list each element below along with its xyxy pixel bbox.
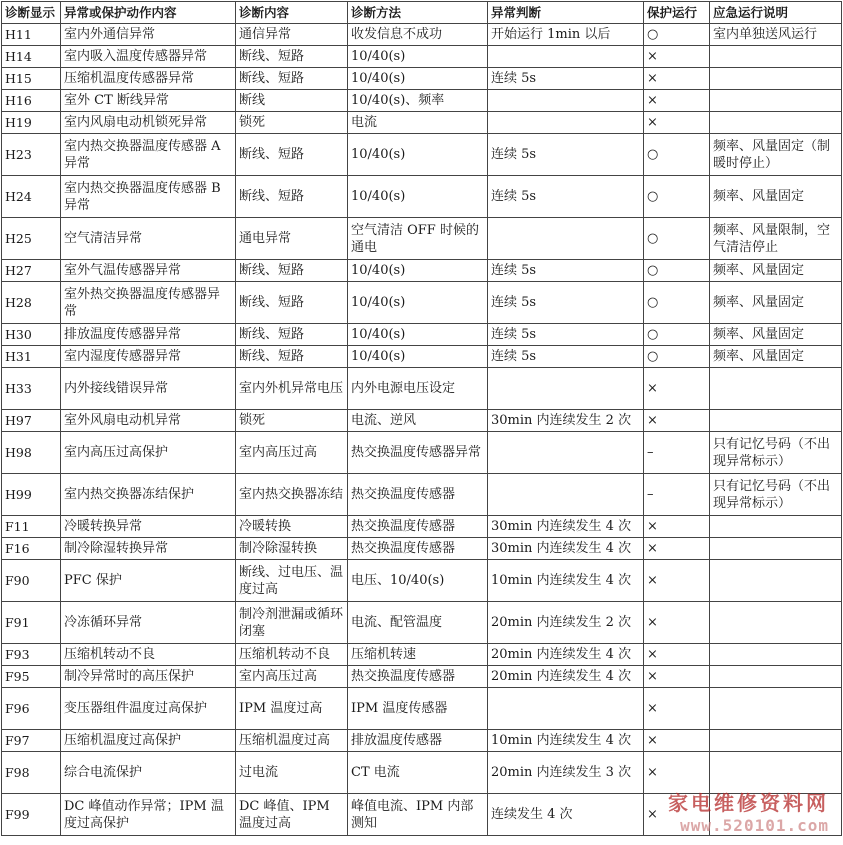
cell-content: 压缩机温度传感器异常 (61, 68, 236, 90)
cell-content: 室内热交换器温度传感器 A 异常 (61, 134, 236, 176)
cell-method: 热交换温度传感器 (348, 474, 488, 516)
cell-emergency: 频率、风量固定 (710, 176, 842, 218)
cell-protection: × (644, 602, 710, 644)
cell-diagnosis: 断线、短路 (236, 324, 348, 346)
cell-content: 空气清洁异常 (61, 218, 236, 260)
cell-code: F97 (2, 730, 61, 752)
cell-method: 10/40(s)、频率 (348, 90, 488, 112)
cell-content: 室内高压过高保护 (61, 432, 236, 474)
cell-method: 空气清洁 OFF 时候的通电 (348, 218, 488, 260)
col-header-code: 诊断显示 (2, 2, 61, 24)
cell-judgement: 10min 内连续发生 4 次 (488, 730, 644, 752)
cell-protection: × (644, 666, 710, 688)
cell-code: H31 (2, 346, 61, 368)
cell-content: 综合电流保护 (61, 752, 236, 794)
cell-judgement (488, 688, 644, 730)
cell-diagnosis: 断线、短路 (236, 46, 348, 68)
cell-emergency (710, 68, 842, 90)
cell-content: 室外气温传感器异常 (61, 260, 236, 282)
cell-judgement (488, 432, 644, 474)
table-row (2, 24, 842, 46)
cell-judgement: 30min 内连续发生 4 次 (488, 538, 644, 560)
cell-emergency: 只有记忆号码（不出现异常标示） (710, 474, 842, 516)
table-row (2, 560, 842, 602)
table-row (2, 68, 842, 90)
cell-code: H97 (2, 410, 61, 432)
cell-protection: × (644, 368, 710, 410)
cell-emergency (710, 368, 842, 410)
cell-code: H28 (2, 282, 61, 324)
cell-method: CT 电流 (348, 752, 488, 794)
cell-content: 室内湿度传感器异常 (61, 346, 236, 368)
cell-code: H98 (2, 432, 61, 474)
cell-judgement (488, 474, 644, 516)
cell-diagnosis: 断线 (236, 90, 348, 112)
cell-judgement: 连续发生 4 次 (488, 794, 644, 836)
col-header-emergency: 应急运行说明 (710, 2, 842, 24)
cell-emergency: 频率、风量限制，空气清洁停止 (710, 218, 842, 260)
cell-content: 制冷异常时的高压保护 (61, 666, 236, 688)
table-row (2, 134, 842, 176)
cell-code: F11 (2, 516, 61, 538)
cell-diagnosis: 通电异常 (236, 218, 348, 260)
cell-protection: × (644, 730, 710, 752)
col-header-diagnosis: 诊断内容 (236, 2, 348, 24)
cell-judgement: 连续 5s (488, 68, 644, 90)
cell-content: 压缩机转动不良 (61, 644, 236, 666)
cell-code: H99 (2, 474, 61, 516)
cell-code: H15 (2, 68, 61, 90)
cell-method: 电流 (348, 112, 488, 134)
cell-code: F95 (2, 666, 61, 688)
cell-diagnosis: 室内高压过高 (236, 432, 348, 474)
cell-emergency: 频率、风量固定 (710, 346, 842, 368)
cell-diagnosis: 断线、过电压、温度过高 (236, 560, 348, 602)
table-row (2, 176, 842, 218)
cell-emergency (710, 516, 842, 538)
cell-judgement (488, 218, 644, 260)
table-row (2, 368, 842, 410)
cell-protection: × (644, 644, 710, 666)
cell-method: 10/40(s) (348, 176, 488, 218)
cell-emergency: 频率、风量固定 (710, 324, 842, 346)
cell-method: 10/40(s) (348, 282, 488, 324)
cell-protection: ○ (644, 134, 710, 176)
col-header-judgement: 异常判断 (488, 2, 644, 24)
cell-content: 室外热交换器温度传感器异常 (61, 282, 236, 324)
cell-diagnosis: IPM 温度过高 (236, 688, 348, 730)
cell-diagnosis: 压缩机温度过高 (236, 730, 348, 752)
cell-method: 电流、配管温度 (348, 602, 488, 644)
cell-method: 内外电源电压设定 (348, 368, 488, 410)
cell-protection: ○ (644, 260, 710, 282)
cell-judgement: 连续 5s (488, 324, 644, 346)
cell-code: H33 (2, 368, 61, 410)
cell-emergency (710, 644, 842, 666)
cell-judgement: 20min 内连续发生 4 次 (488, 644, 644, 666)
cell-protection: × (644, 560, 710, 602)
cell-judgement: 开始运行 1min 以后 (488, 24, 644, 46)
cell-emergency: 只有记忆号码（不出现异常标示） (710, 432, 842, 474)
cell-emergency (710, 112, 842, 134)
cell-code: H11 (2, 24, 61, 46)
cell-diagnosis: 断线、短路 (236, 176, 348, 218)
cell-diagnosis: 过电流 (236, 752, 348, 794)
cell-content: 室内热交换器温度传感器 B 异常 (61, 176, 236, 218)
cell-diagnosis: 断线、短路 (236, 68, 348, 90)
cell-diagnosis: 室内高压过高 (236, 666, 348, 688)
cell-code: F90 (2, 560, 61, 602)
cell-content: 制冷除湿转换异常 (61, 538, 236, 560)
cell-emergency (710, 90, 842, 112)
cell-method: 峰值电流、IPM 内部测知 (348, 794, 488, 836)
cell-diagnosis: DC 峰值、IPM 温度过高 (236, 794, 348, 836)
col-header-content: 异常或保护动作内容 (61, 2, 236, 24)
cell-emergency (710, 602, 842, 644)
table-row (2, 666, 842, 688)
cell-code: H16 (2, 90, 61, 112)
cell-method: 10/40(s) (348, 346, 488, 368)
cell-protection: × (644, 46, 710, 68)
cell-content: 内外接线错误异常 (61, 368, 236, 410)
cell-code: F96 (2, 688, 61, 730)
cell-code: H24 (2, 176, 61, 218)
cell-diagnosis: 通信异常 (236, 24, 348, 46)
cell-content: 室内风扇电动机锁死异常 (61, 112, 236, 134)
cell-protection: – (644, 432, 710, 474)
cell-method: 10/40(s) (348, 68, 488, 90)
cell-diagnosis: 制冷剂泄漏或循环闭塞 (236, 602, 348, 644)
cell-code: H19 (2, 112, 61, 134)
cell-judgement (488, 46, 644, 68)
cell-code: F91 (2, 602, 61, 644)
cell-protection: × (644, 516, 710, 538)
table-row (2, 218, 842, 260)
cell-protection: × (644, 68, 710, 90)
cell-code: H30 (2, 324, 61, 346)
watermark-title: 家电维修资料网 (668, 791, 829, 815)
cell-content: 室内吸入温度传感器异常 (61, 46, 236, 68)
cell-content: 冷冻循环异常 (61, 602, 236, 644)
cell-code: H25 (2, 218, 61, 260)
cell-method: IPM 温度传感器 (348, 688, 488, 730)
table-header-row (2, 2, 842, 24)
cell-protection: × (644, 688, 710, 730)
cell-diagnosis: 压缩机转动不良 (236, 644, 348, 666)
cell-protection: ○ (644, 24, 710, 46)
cell-method: 压缩机转速 (348, 644, 488, 666)
cell-emergency (710, 688, 842, 730)
cell-judgement: 连续 5s (488, 134, 644, 176)
table-row (2, 410, 842, 432)
cell-content: 压缩机温度过高保护 (61, 730, 236, 752)
cell-protection: ○ (644, 282, 710, 324)
cell-diagnosis: 制冷除湿转换 (236, 538, 348, 560)
cell-emergency (710, 560, 842, 602)
cell-method: 10/40(s) (348, 46, 488, 68)
cell-method: 热交换温度传感器 (348, 516, 488, 538)
cell-protection: × (644, 538, 710, 560)
cell-protection: ○ (644, 218, 710, 260)
cell-method: 热交换温度传感器 (348, 666, 488, 688)
cell-protection: × (644, 410, 710, 432)
cell-protection: – (644, 474, 710, 516)
table-row (2, 90, 842, 112)
cell-method: 10/40(s) (348, 134, 488, 176)
cell-judgement: 连续 5s (488, 260, 644, 282)
cell-code: F99 (2, 794, 61, 836)
cell-code: F98 (2, 752, 61, 794)
cell-protection: × (644, 90, 710, 112)
cell-emergency (710, 46, 842, 68)
cell-judgement: 连续 5s (488, 346, 644, 368)
table-row (2, 688, 842, 730)
cell-content: DC 峰值动作异常；IPM 温度过高保护 (61, 794, 236, 836)
cell-judgement: 20min 内连续发生 2 次 (488, 602, 644, 644)
cell-emergency: 室内单独送风运行 (710, 24, 842, 46)
col-header-method: 诊断方法 (348, 2, 488, 24)
cell-content: PFC 保护 (61, 560, 236, 602)
cell-judgement (488, 368, 644, 410)
cell-emergency: 频率、风量固定 (710, 260, 842, 282)
cell-judgement: 20min 内连续发生 4 次 (488, 666, 644, 688)
cell-judgement: 20min 内连续发生 3 次 (488, 752, 644, 794)
cell-judgement (488, 90, 644, 112)
cell-emergency: 频率、风量固定 (710, 282, 842, 324)
cell-judgement: 30min 内连续发生 2 次 (488, 410, 644, 432)
cell-protection: ○ (644, 346, 710, 368)
cell-diagnosis: 室内外机异常电压 (236, 368, 348, 410)
cell-diagnosis: 断线、短路 (236, 134, 348, 176)
table-row (2, 602, 842, 644)
cell-method: 10/40(s) (348, 324, 488, 346)
cell-content: 冷暖转换异常 (61, 516, 236, 538)
cell-code: H23 (2, 134, 61, 176)
cell-method: 10/40(s) (348, 260, 488, 282)
watermark-url: www.520101.com (680, 816, 829, 835)
cell-emergency (710, 666, 842, 688)
table-row (2, 282, 842, 324)
cell-content: 变压器组件温度过高保护 (61, 688, 236, 730)
table-row (2, 432, 842, 474)
cell-content: 室内热交换器冻结保护 (61, 474, 236, 516)
cell-judgement: 10min 内连续发生 4 次 (488, 560, 644, 602)
cell-judgement (488, 112, 644, 134)
table-row (2, 324, 842, 346)
cell-content: 室内外通信异常 (61, 24, 236, 46)
col-header-protection: 保护运行 (644, 2, 710, 24)
table-row (2, 474, 842, 516)
cell-content: 排放温度传感器异常 (61, 324, 236, 346)
table-row (2, 730, 842, 752)
cell-emergency (710, 730, 842, 752)
table-row (2, 538, 842, 560)
fault-code-table (1, 1, 842, 836)
cell-content: 室外风扇电动机异常 (61, 410, 236, 432)
cell-protection: ○ (644, 176, 710, 218)
cell-code: F93 (2, 644, 61, 666)
cell-diagnosis: 断线、短路 (236, 260, 348, 282)
cell-protection: × (644, 112, 710, 134)
table-row (2, 260, 842, 282)
cell-judgement: 连续 5s (488, 176, 644, 218)
cell-code: H14 (2, 46, 61, 68)
table-row (2, 644, 842, 666)
cell-diagnosis: 锁死 (236, 410, 348, 432)
cell-judgement: 30min 内连续发生 4 次 (488, 516, 644, 538)
site-watermark (668, 787, 829, 835)
cell-protection: ○ (644, 324, 710, 346)
cell-method: 电压、10/40(s) (348, 560, 488, 602)
cell-method: 电流、逆风 (348, 410, 488, 432)
cell-judgement: 连续 5s (488, 282, 644, 324)
cell-emergency: 频率、风量固定（制暖时停止） (710, 134, 842, 176)
table-row (2, 112, 842, 134)
cell-diagnosis: 室内热交换器冻结 (236, 474, 348, 516)
cell-method: 热交换温度传感器 (348, 538, 488, 560)
table-row (2, 346, 842, 368)
cell-method: 排放温度传感器 (348, 730, 488, 752)
cell-protection: × (644, 752, 710, 794)
cell-diagnosis: 断线、短路 (236, 346, 348, 368)
cell-emergency (710, 538, 842, 560)
table-row (2, 46, 842, 68)
cell-method: 收发信息不成功 (348, 24, 488, 46)
cell-protection: × (644, 794, 710, 836)
cell-diagnosis: 断线、短路 (236, 282, 348, 324)
cell-method: 热交换温度传感器异常 (348, 432, 488, 474)
cell-code: H27 (2, 260, 61, 282)
cell-diagnosis: 锁死 (236, 112, 348, 134)
cell-content: 室外 CT 断线异常 (61, 90, 236, 112)
cell-code: F16 (2, 538, 61, 560)
cell-diagnosis: 冷暖转换 (236, 516, 348, 538)
cell-emergency (710, 410, 842, 432)
table-row (2, 516, 842, 538)
